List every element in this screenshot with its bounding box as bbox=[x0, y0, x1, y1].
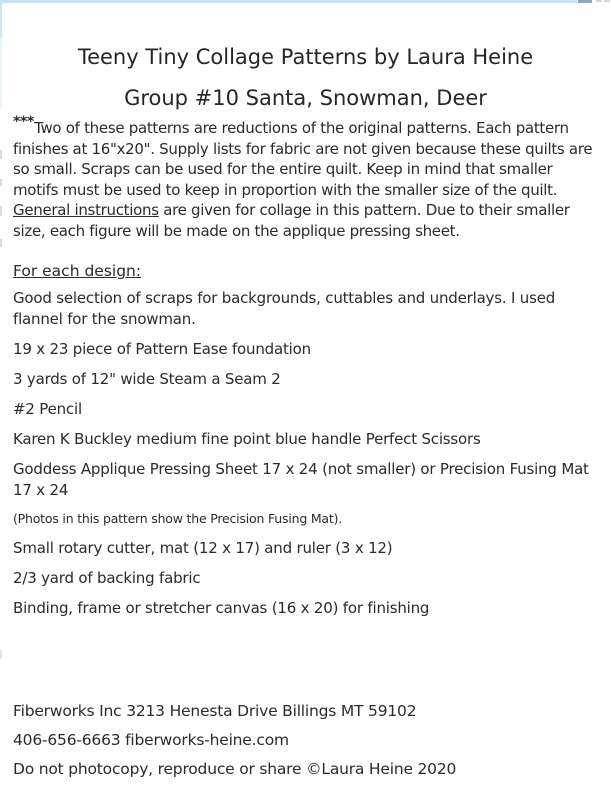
intro-underlined-phrase: General instructions bbox=[13, 201, 159, 219]
scan-artifact-dash bbox=[0, 150, 2, 159]
scan-artifact-top-gray bbox=[578, 0, 592, 3]
title-block bbox=[0, 37, 611, 119]
supply-item-foundation: 19 x 23 piece of Pattern Ease foundation bbox=[13, 340, 311, 358]
scan-artifact-top-frag bbox=[604, 0, 610, 2]
supply-item-steam-a-seam: 3 yards of 12" wide Steam a Seam 2 bbox=[13, 370, 281, 388]
intro-text-end: are given for collage in this pattern. Due to their smaller size, each figure will be made on the applique pressing sheet. bbox=[13, 201, 570, 240]
section-heading: For each design: bbox=[13, 262, 142, 280]
asterisks-note-marker: *** bbox=[13, 114, 35, 130]
scan-artifact-left-blue bbox=[0, 0, 2, 38]
scan-artifact-dash bbox=[0, 239, 2, 247]
document-subtitle: Group #10 Santa, Snowman, Deer bbox=[124, 86, 487, 110]
footer-copyright: Do not photocopy, reproduce or share ©Laura Heine 2020 bbox=[13, 760, 457, 778]
supply-item-photos-note: (Photos in this pattern show the Precision Fusing Mat). bbox=[13, 511, 343, 526]
scan-artifact-dash bbox=[0, 650, 2, 659]
supply-item-rotary-cutter: Small rotary cutter, mat (12 x 17) and ruler (3 x 12) bbox=[13, 539, 393, 557]
intro-paragraph bbox=[13, 114, 595, 241]
scan-artifact-top-frag bbox=[596, 0, 602, 2]
intro-text-start: Two of these patterns are reductions of the original patterns. Each pattern finishes at 16"x20". Supply lists for fabric are not given because these quilts are so small. Scraps can be used for the entire quilt. Keep in mind that smaller motifs must be used to keep in proportion with the smaller size of the quilt. bbox=[13, 119, 593, 199]
supply-item-scissors: Karen K Buckley medium fine point blue handle Perfect Scissors bbox=[13, 430, 481, 448]
scan-artifact-dash bbox=[0, 206, 2, 216]
footer-block bbox=[13, 703, 595, 785]
supply-item-binding: Binding, frame or stretcher canvas (16 x 20) for finishing bbox=[13, 599, 430, 617]
document-title: Teeny Tiny Collage Patterns by Laura Heine bbox=[77, 45, 534, 69]
footer-address: Fiberworks Inc 3213 Henesta Drive Billings MT 59102 bbox=[13, 702, 417, 720]
supply-item-backing-fabric: 2/3 yard of backing fabric bbox=[13, 569, 201, 587]
supply-item-pressing-sheet: Goddess Applique Pressing Sheet 17 x 24 (not smaller) or Precision Fusing Mat 17 x 24 bbox=[13, 460, 589, 499]
supply-list bbox=[13, 288, 595, 628]
footer-phone-website: 406-656-6663 fiberworks-heine.com bbox=[13, 731, 289, 749]
scan-artifact-top-blue bbox=[0, 0, 577, 3]
scan-artifact-dash bbox=[0, 179, 2, 186]
supply-item-scraps: Good selection of scraps for backgrounds, cuttables and underlays. I used flannel for the snowman. bbox=[13, 289, 556, 328]
supply-item-pencil: #2 Pencil bbox=[13, 400, 82, 418]
